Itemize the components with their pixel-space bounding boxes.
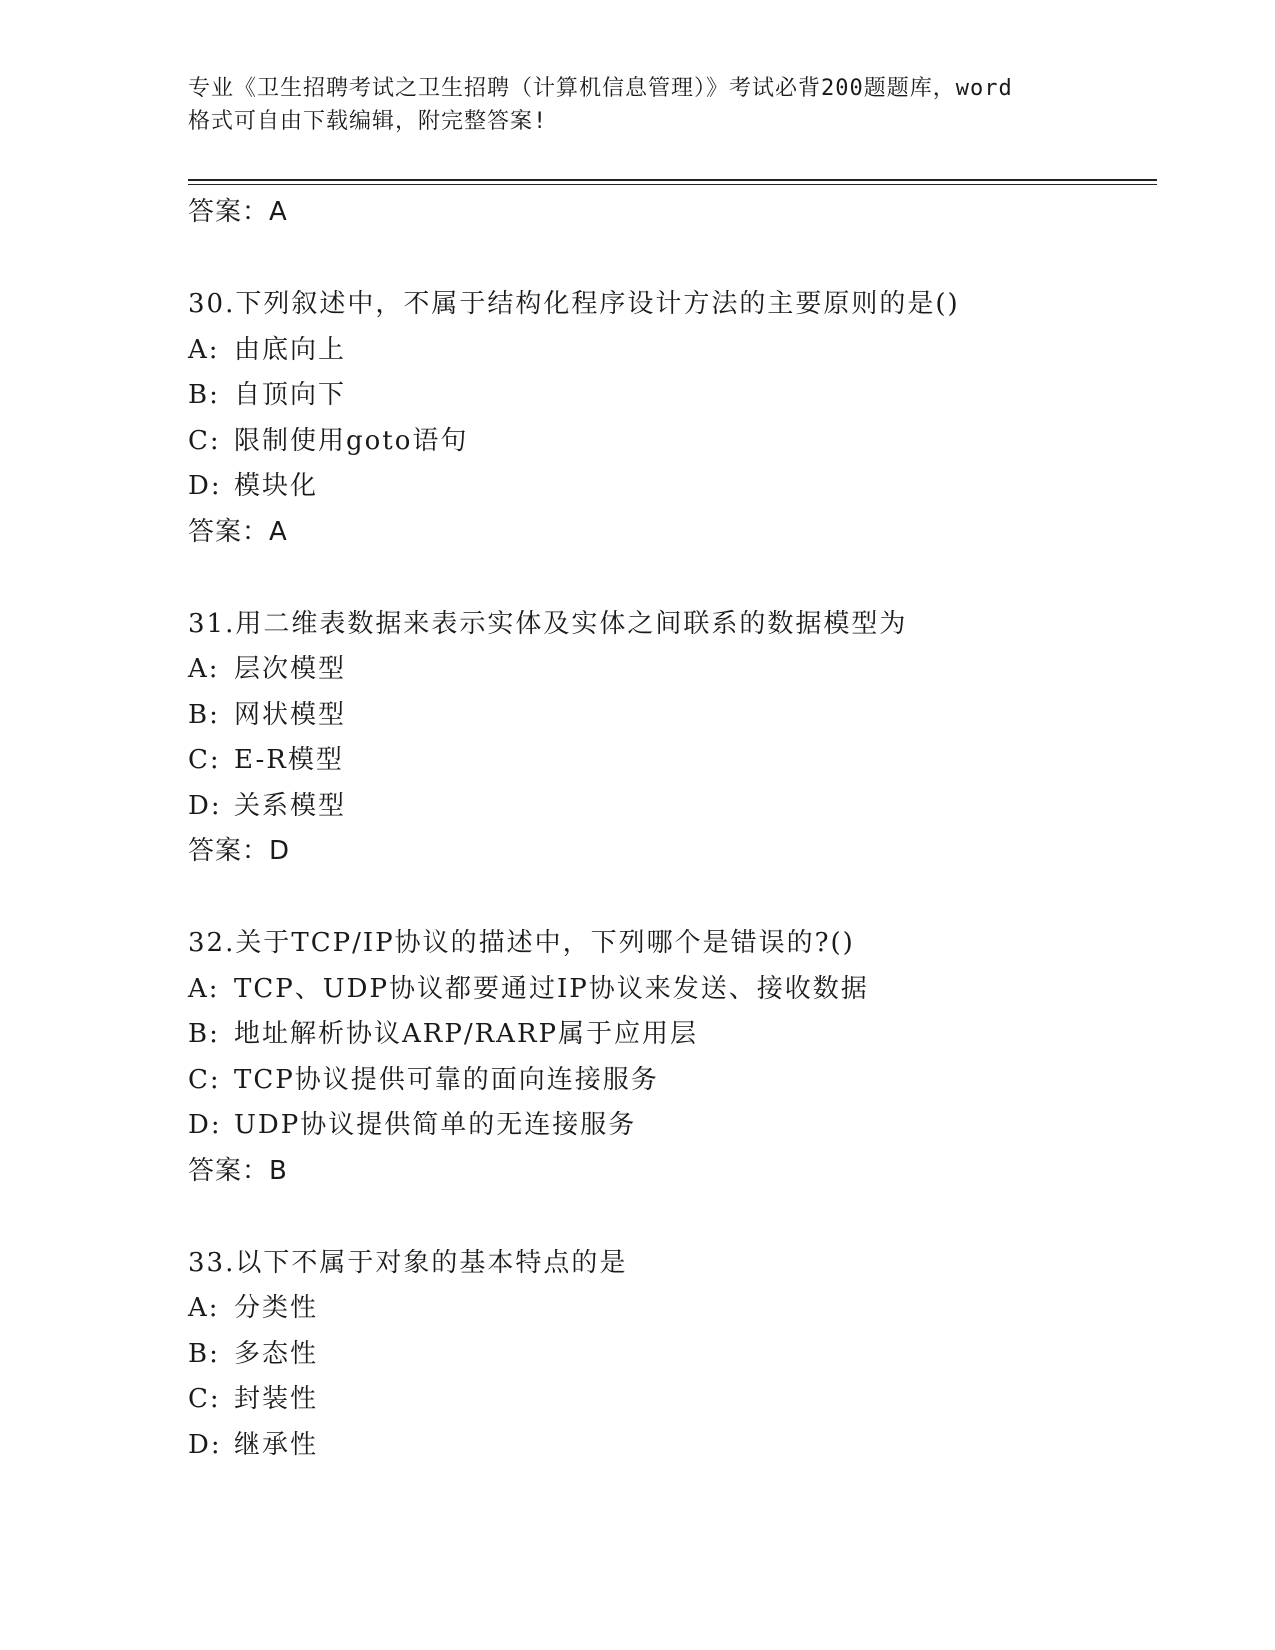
option-text: 网状模型 <box>234 699 347 730</box>
question-stem: 30.下列叙述中，不属于结构化程序设计方法的主要原则的是() <box>188 289 960 319</box>
answer-line: 答案：A <box>188 516 288 547</box>
option-d <box>188 784 1148 830</box>
option-b <box>188 1332 1148 1378</box>
spacer <box>188 235 1148 282</box>
option-text: 封装性 <box>234 1384 319 1414</box>
answer-line: 答案：D <box>188 836 291 866</box>
question-32 <box>188 921 1148 1194</box>
option-label: A: <box>188 973 220 1004</box>
option-text: 由底向上 <box>234 334 347 365</box>
option-a <box>188 1286 1148 1332</box>
option-label: A: <box>188 654 220 684</box>
option-label: B: <box>188 380 220 410</box>
question-list <box>188 190 1148 1468</box>
option-label: C: <box>188 1384 221 1414</box>
option-text: 继承性 <box>234 1429 319 1460</box>
option-c <box>188 419 1148 465</box>
option-a <box>188 328 1148 374</box>
option-text: TCP、UDP协议都要通过IP协议来发送、接收数据 <box>234 973 869 1004</box>
question-stem: 31.用二维表数据来表示实体及实体之间联系的数据模型为 <box>188 608 908 639</box>
option-text: 自顶向下 <box>234 380 347 410</box>
question-stem: 33.以下不属于对象的基本特点的是 <box>188 1247 628 1278</box>
option-label: D: <box>188 790 222 821</box>
option-text: UDP协议提供简单的无连接服务 <box>234 1110 637 1140</box>
option-label: B: <box>188 1338 220 1369</box>
header-line-2: 格式可自由下载编辑，附完整答案! <box>188 109 548 134</box>
option-label: D: <box>188 471 222 501</box>
option-label: D: <box>188 1429 222 1460</box>
option-b <box>188 1012 1148 1058</box>
option-text: 限制使用goto语句 <box>234 425 469 456</box>
option-c <box>188 738 1148 784</box>
option-text: 地址解析协议ARP/RARP属于应用层 <box>234 1019 699 1049</box>
header-divider-thick <box>188 179 1157 181</box>
question-30 <box>188 282 1148 555</box>
option-label: B: <box>188 699 220 730</box>
question-33 <box>188 1241 1148 1469</box>
option-text: 模块化 <box>234 471 319 501</box>
option-label: C: <box>188 425 221 456</box>
answer-line: 答案：B <box>188 1155 288 1186</box>
option-label: C: <box>188 1064 221 1095</box>
option-text: 多态性 <box>234 1338 319 1369</box>
option-c <box>188 1058 1148 1104</box>
option-d <box>188 1423 1148 1469</box>
spacer <box>188 874 1148 921</box>
option-label: D: <box>188 1110 222 1140</box>
option-label: A: <box>188 334 220 365</box>
option-a <box>188 647 1148 693</box>
option-text: 层次模型 <box>234 654 347 684</box>
question-31 <box>188 602 1148 875</box>
document-header <box>188 72 1108 138</box>
header-line-1: 专业《卫生招聘考试之卫生招聘（计算机信息管理）》考试必背200题题库，word <box>188 76 1013 101</box>
option-text: 关系模型 <box>234 790 347 821</box>
option-b <box>188 373 1148 419</box>
option-c <box>188 1377 1148 1423</box>
option-text: 分类性 <box>234 1293 319 1323</box>
answer-line-previous: 答案：A <box>188 197 288 227</box>
option-d <box>188 464 1148 510</box>
spacer <box>188 1194 1148 1241</box>
option-text: TCP协议提供可靠的面向连接服务 <box>234 1064 659 1095</box>
option-label: B: <box>188 1019 220 1049</box>
option-label: A: <box>188 1293 220 1323</box>
option-b <box>188 693 1148 739</box>
spacer <box>188 555 1148 602</box>
option-label: C: <box>188 745 221 775</box>
header-divider-thin <box>188 184 1157 185</box>
option-a <box>188 967 1148 1013</box>
question-stem: 32.关于TCP/IP协议的描述中，下列哪个是错误的?() <box>188 928 855 958</box>
option-d <box>188 1103 1148 1149</box>
option-text: E-R模型 <box>234 745 344 775</box>
